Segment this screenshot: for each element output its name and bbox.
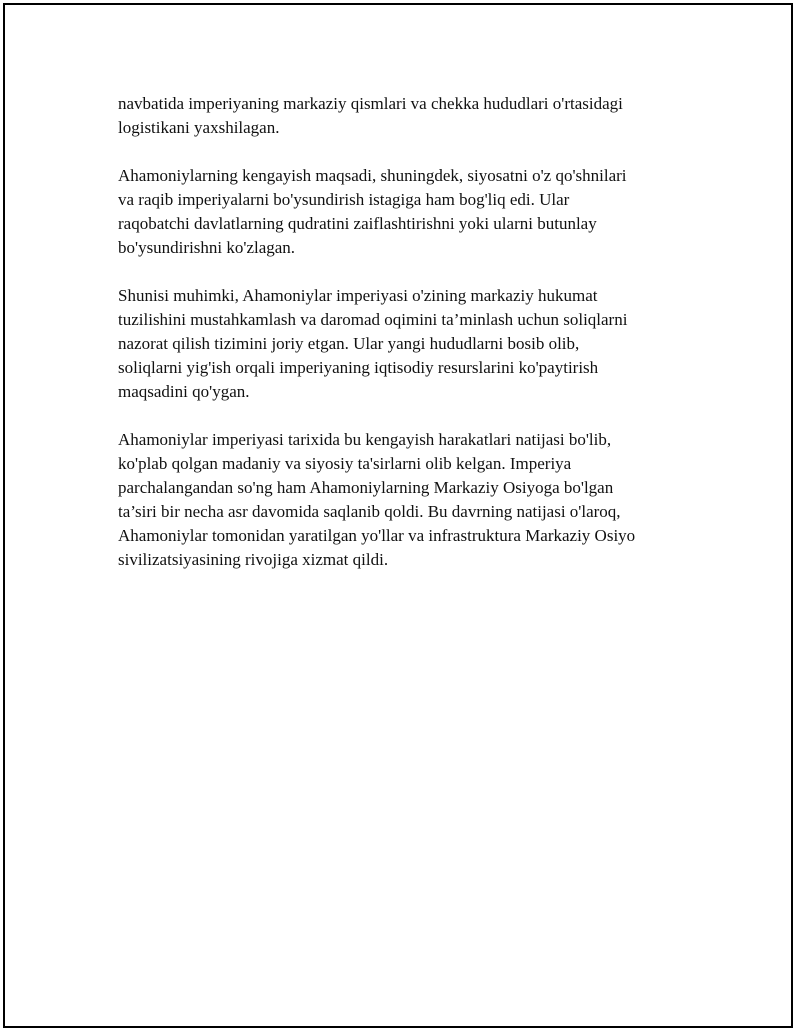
text-line: ko'plab qolgan madaniy va siyosiy ta'sirlarni olib kelgan. Imperiya — [118, 454, 572, 473]
paragraph-2 — [118, 164, 698, 260]
text-line: Ahamoniylarning kengayish maqsadi, shuningdek, siyosatni o'z qo'shnilari — [118, 166, 627, 185]
text-line: logistikani yaxshilagan. — [118, 118, 280, 137]
text-line: parchalangandan so'ng ham Ahamoniylarning Markaziy Osiyoga bo'lgan — [118, 478, 614, 497]
paragraph-3 — [118, 284, 698, 404]
text-line: Shunisi muhimki, Ahamoniylar imperiyasi o'zining markaziy hukumat — [118, 286, 598, 305]
text-line: va raqib imperiyalarni bo'ysundirish istagiga ham bog'liq edi. Ular — [118, 190, 570, 209]
text-line: bo'ysundirishni ko'zlagan. — [118, 238, 296, 257]
text-line: Ahamoniylar tomonidan yaratilgan yo'llar va infrastruktura Markaziy Osiyo — [118, 526, 636, 545]
text-line: nazorat qilish tizimini joriy etgan. Ular yangi hududlarni bosib olib, — [118, 334, 580, 353]
text-line: maqsadini qo'ygan. — [118, 382, 250, 401]
paragraph-1 — [118, 92, 698, 140]
document-body — [118, 92, 698, 596]
text-line: tuzilishini mustahkamlash va daromad oqimini ta’minlash uchun soliqlarni — [118, 310, 628, 329]
text-line: Ahamoniylar imperiyasi tarixida bu kengayish harakatlari natijasi bo'lib, — [118, 430, 612, 449]
text-line: raqobatchi davlatlarning qudratini zaiflashtirishni yoki ularni butunlay — [118, 214, 597, 233]
text-line: ta’siri bir necha asr davomida saqlanib qoldi. Bu davrning natijasi o'laroq, — [118, 502, 621, 521]
text-line: soliqlarni yig'ish orqali imperiyaning iqtisodiy resurslarini ko'paytirish — [118, 358, 599, 377]
text-line: sivilizatsiyasining rivojiga xizmat qildi. — [118, 550, 389, 569]
text-line: navbatida imperiyaning markaziy qismlari va chekka hududlari o'rtasidagi — [118, 94, 623, 113]
paragraph-4 — [118, 428, 698, 572]
